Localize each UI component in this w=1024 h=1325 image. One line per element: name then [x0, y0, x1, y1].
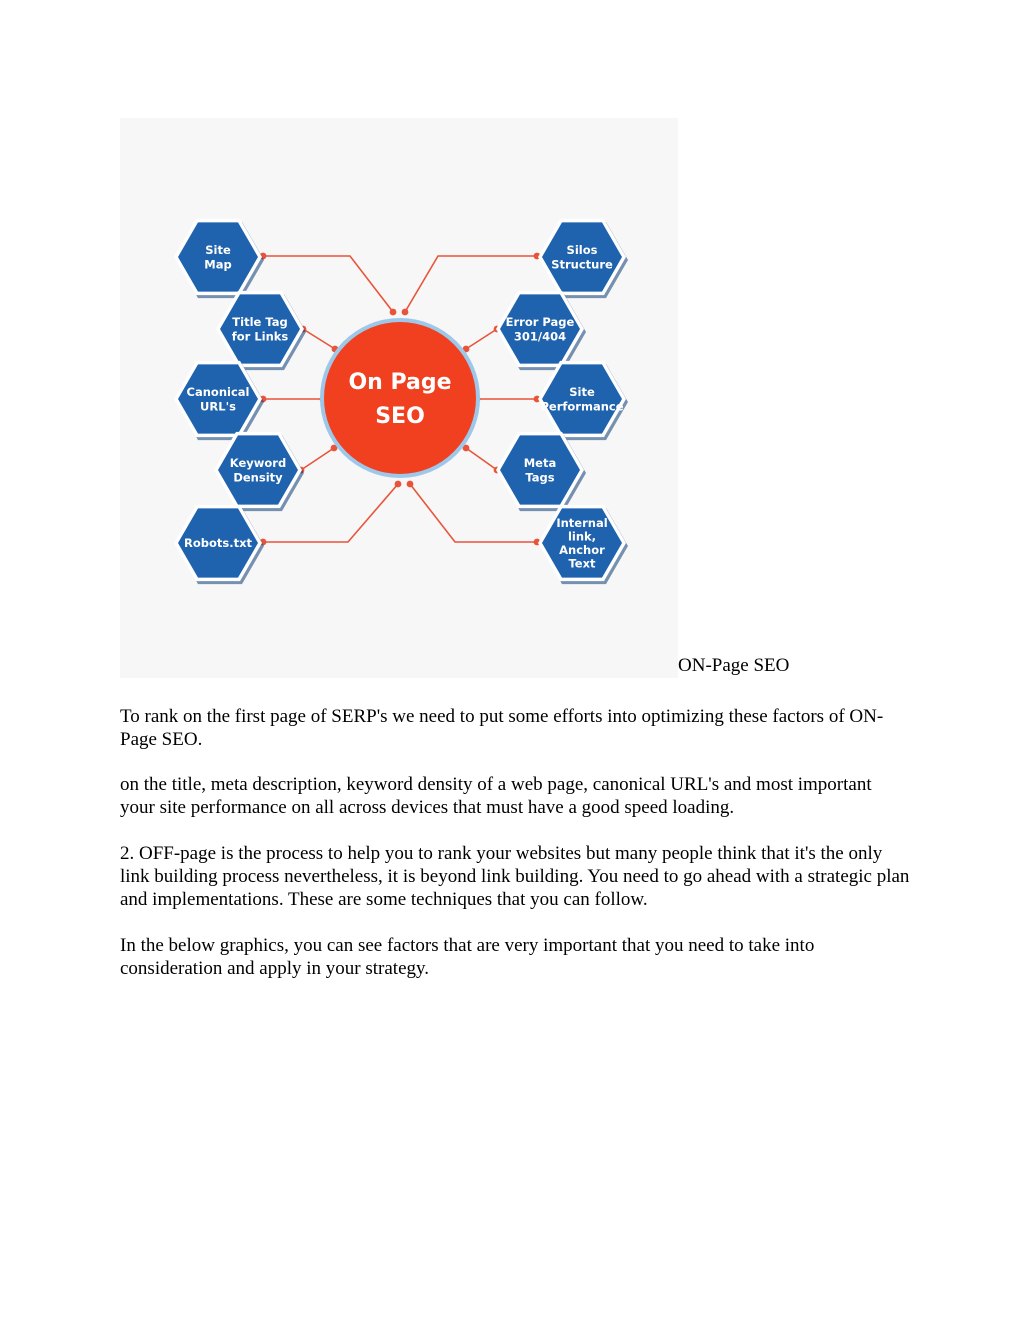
diagram-canvas — [120, 118, 678, 678]
hex-label-internal-link: Internal — [556, 515, 608, 530]
hex-label-site-performance: Site — [569, 384, 595, 399]
hex-node-error-page — [496, 291, 586, 370]
on-page-seo-diagram — [120, 118, 678, 678]
connector-error-page — [466, 329, 497, 349]
paragraph-below-graphics: In the below graphics, you can see factors that are very important that you need to take into consideration and apply in your strategy. — [120, 935, 815, 979]
connector-silos-dot-end — [402, 309, 409, 316]
hex-node-meta-tags — [496, 432, 586, 511]
connector-site-map-dot-end — [390, 309, 397, 316]
hex-label-internal-link: link, — [567, 529, 597, 544]
figure-caption: ON-Page SEO — [678, 655, 790, 676]
connector-keyword-density — [301, 448, 334, 470]
hex-node-canonical — [174, 361, 264, 440]
paragraph-title-meta: on the title, meta description, keyword density of a web page, canonical URL's and most important your site performance on all across devices that must have a good speed loading. — [120, 774, 872, 818]
hex-node-silos — [538, 219, 628, 298]
paragraph-rank-first-page: To rank on the first page of SERP's we need to put some efforts into optimizing these factors of ON-Page SEO. — [120, 706, 884, 750]
hex-label-title-tag: Title Tag — [232, 314, 288, 329]
hex-label-site-map: Site — [205, 242, 231, 257]
connector-title-tag — [303, 329, 335, 349]
hex-label-error-page: 301/404 — [513, 329, 567, 344]
hex-label-keyword-density: Density — [233, 470, 283, 485]
hex-label-canonical: Canonical — [186, 384, 250, 399]
hex-node-robots — [174, 505, 264, 584]
hex-label-internal-link: Text — [568, 556, 596, 571]
hex-label-meta-tags: Tags — [525, 470, 555, 485]
hex-node-site-map — [174, 219, 264, 298]
hex-label-site-map: Map — [204, 257, 232, 272]
hex-label-title-tag: for Links — [231, 329, 289, 344]
hex-label-silos: Silos — [566, 242, 598, 257]
center-label-line2: SEO — [375, 404, 425, 429]
hex-label-meta-tags: Meta — [523, 455, 557, 470]
center-circle — [324, 322, 476, 474]
connector-robots-dot-end — [395, 481, 402, 488]
hex-label-silos: Structure — [551, 257, 613, 272]
connector-meta-tags — [466, 448, 497, 470]
hex-node-internal-link — [538, 505, 628, 584]
hex-label-keyword-density: Keyword — [229, 455, 287, 470]
hex-label-site-performance: Performance — [540, 399, 624, 414]
hex-label-internal-link: Anchor — [559, 542, 605, 557]
hex-label-error-page: Error Page — [505, 314, 575, 329]
hex-label-robots: Robots.txt — [183, 536, 253, 550]
hex-node-title-tag — [216, 291, 306, 370]
hex-node-site-performance — [538, 361, 628, 440]
connector-internal-link-dot-end — [407, 481, 414, 488]
center-label-line1: On Page — [348, 370, 452, 395]
hex-label-canonical: URL's — [200, 399, 236, 414]
paragraph-off-page: 2. OFF-page is the process to help you to rank your websites but many people think that it's the only link building process nevertheless, it is beyond link building. You need to go ahead with a strategic plan and implementations. These are some techniques that you can follow. — [120, 843, 910, 910]
hex-node-keyword-density — [214, 432, 304, 511]
